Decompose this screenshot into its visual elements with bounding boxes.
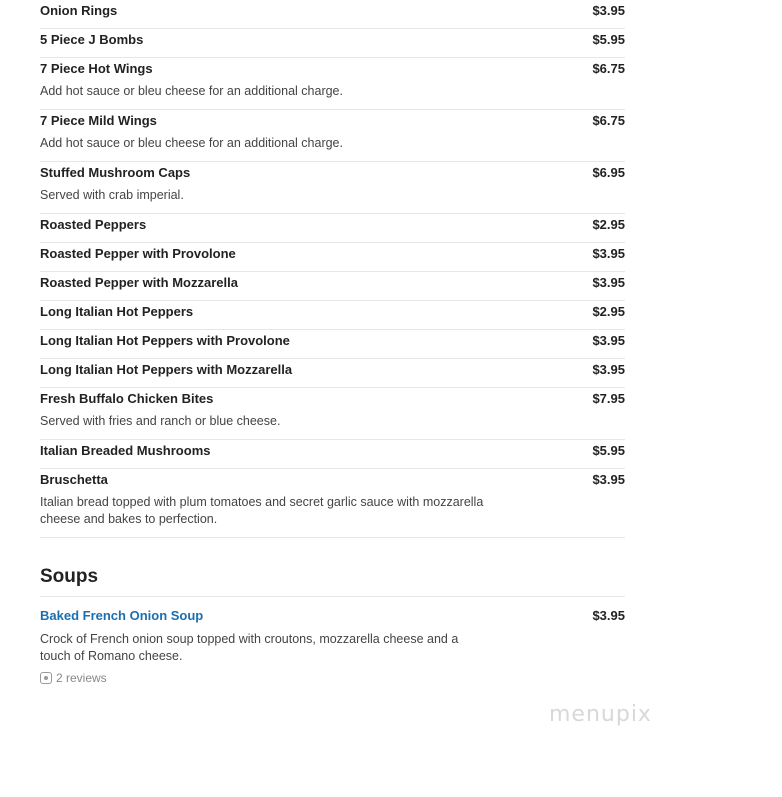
item-price: $5.95 (592, 32, 625, 47)
item-price: $6.75 (592, 113, 625, 128)
review-icon (40, 672, 52, 684)
item-price: $3.95 (592, 3, 625, 18)
item-price: $3.95 (592, 362, 625, 377)
item-description: Add hot sauce or bleu cheese for an additional charge. (40, 84, 343, 98)
item-price: $3.95 (592, 275, 625, 290)
item-name: 7 Piece Hot Wings (40, 61, 153, 76)
menu-item (40, 58, 625, 110)
item-price: $6.75 (592, 61, 625, 76)
item-price: $5.95 (592, 443, 625, 458)
item-price: $6.95 (592, 165, 625, 180)
item-description: Italian bread topped with plum tomatoes and secret garlic sauce with mozzarella cheese and bakes to perfection. (40, 495, 484, 526)
item-name: Long Italian Hot Peppers with Mozzarella (40, 362, 293, 377)
menu-item-soup (40, 597, 625, 685)
item-name: Long Italian Hot Peppers with Provolone (40, 333, 290, 348)
item-name: Onion Rings (40, 3, 118, 18)
item-name: Bruschetta (40, 472, 108, 487)
item-price: $3.95 (592, 472, 625, 487)
menu-item (40, 162, 625, 214)
reviews-count: 2 reviews (56, 671, 107, 685)
item-name: 7 Piece Mild Wings (40, 113, 157, 128)
item-name: Italian Breaded Mushrooms (40, 443, 211, 458)
menu-item (40, 110, 625, 162)
menu-item (40, 359, 625, 388)
soup-price: $3.95 (592, 608, 625, 623)
item-name: Roasted Pepper with Mozzarella (40, 275, 238, 290)
item-name: Roasted Peppers (40, 217, 147, 232)
item-price: $3.95 (592, 333, 625, 348)
item-price: $3.95 (592, 246, 625, 261)
menu-item (40, 0, 625, 29)
item-name: Stuffed Mushroom Caps (40, 165, 191, 180)
menu-item (40, 469, 625, 538)
menu-item (40, 29, 625, 58)
section-title-soups: Soups (40, 566, 625, 597)
item-description: Served with crab imperial. (40, 188, 184, 202)
item-description: Served with fries and ranch or blue cheese. (40, 414, 281, 428)
reviews-link[interactable] (40, 671, 625, 685)
menu-item (40, 330, 625, 359)
menu-item (40, 272, 625, 301)
menu-item (40, 301, 625, 330)
item-name: Fresh Buffalo Chicken Bites (40, 391, 214, 406)
menu-item (40, 243, 625, 272)
item-price: $7.95 (592, 391, 625, 406)
appetizer-list (40, 0, 625, 538)
menu-item (40, 388, 625, 440)
item-price: $2.95 (592, 217, 625, 232)
menu-list (40, 0, 625, 685)
menu-item (40, 214, 625, 243)
watermark-logo: menupix (549, 702, 652, 727)
soup-name-link[interactable]: Baked French Onion Soup (40, 608, 204, 623)
item-name: Roasted Pepper with Provolone (40, 246, 236, 261)
item-price: $2.95 (592, 304, 625, 319)
soup-description: Crock of French onion soup topped with croutons, mozzarella cheese and a touch of Romano cheese. (40, 632, 459, 663)
menu-item (40, 440, 625, 469)
item-name: 5 Piece J Bombs (40, 32, 144, 47)
item-description: Add hot sauce or bleu cheese for an additional charge. (40, 136, 343, 150)
item-name: Long Italian Hot Peppers (40, 304, 194, 319)
